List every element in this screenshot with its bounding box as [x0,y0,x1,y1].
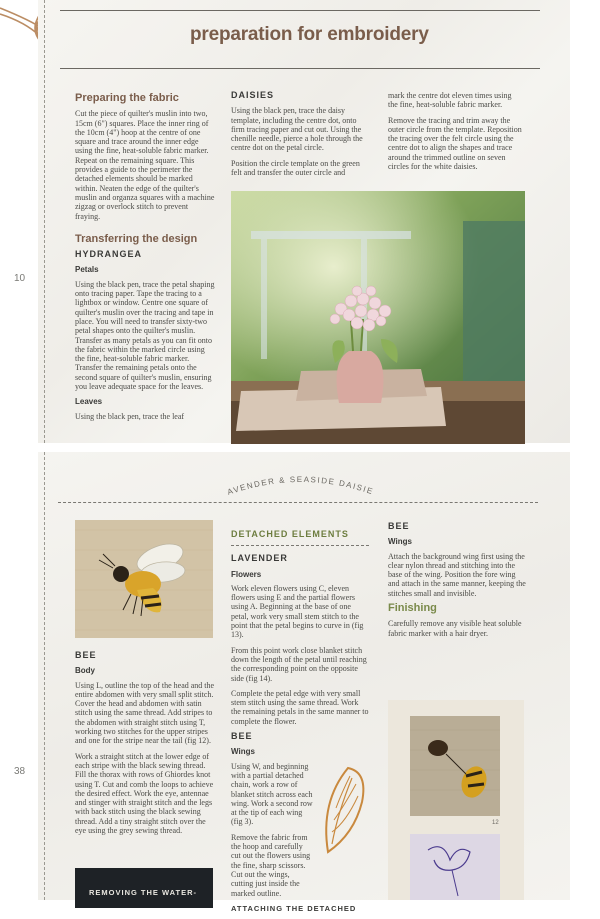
heading-attaching: ATTACHING THE DETACHED [231,903,357,913]
lavender-text-3: Complete the petal edge with very small stem stitch using the same thread. Work the remaining petals in the same manner to complete the flower. [231,688,369,726]
column-bee-wings [388,522,526,644]
column-detached [231,530,369,919]
section-title-text: AVENDER & SEASIDE DAISIE [226,474,375,496]
preparing-fabric-text: Cut the piece of quilter's muslin into two, 15cm (6") squares. Place the inner ring of the 10cm (4") hoop at the centre of one square and trace around the inner edge using the fine, heat-soluble fabric marker. Repeat on the remaining square. This provides a guide to the perimeter the detached elements should be marked within. Neaten the edge of the quilter's muslin and organza squares with a machine zigzag or overlock stitch to prevent fraying. [75,109,215,221]
title-rule [60,68,540,69]
label-body: Body [75,666,95,676]
detached-rule [231,545,369,546]
heading-bee-wings: BEE [388,521,410,531]
label-leaves: Leaves [75,397,103,407]
bee-embroidery-photo [75,520,213,638]
petals-text: Using the black pen, trace the petal shaping onto tracing paper. Tape the tracing to a lightbox or window. Centre one square of quilter's muslin over the tracing and tape in place. You will need to transfer sixty-two petal shapes onto the quilter's muslin. Transfer as many petals as you can fit onto the fabric within the marked circle using the fine, heat-soluble fabric marker. Transfer the remaining petals onto the second square of quilter's muslin, ensuring you leave adequate space for the leaves. [75,279,215,392]
wings-detached-text-2: Remove the fabric from the hoop and carefully cut out the flowers using the fine, sharp scissors. Cut out the wings, cutting just inside the marked outline. [231,832,311,898]
bee-body-text-1: Using L, outline the top of the head and the entire abdomen with very small split stitch. Cover the head and abdomen with satin stitch using the same thread. Add stripes to the abdomen with straight stitch using T, working two stitches for the upper stripes and one for the stripe near the tail (fig 12). [75,680,215,746]
heading-hydrangea: HYDRANGEA [75,249,143,260]
label-petals: Petals [75,265,99,275]
daisies-text-2: Position the circle template on the green felt and transfer the outer circle and [231,158,360,178]
svg-text:LAVENDER & SEASIDE DAISIES [226,466,375,496]
removing-water-heading: REMOVING THE WATER- [89,888,198,897]
page-title: preparation for embroidery [190,24,429,45]
section-title [226,466,376,496]
wings-detached-text-1: Using W, and beginning with a partial detached chain, work a row of blanket stitch across each wing. Work a second row at the tip of each wing (fig 3). [231,761,313,827]
column-daisies [231,91,371,183]
daisies-text-1: Using the black pen, trace the daisy template, including the centre dot, onto firm tracing paper and cut out. Using the chenille needle, pierce a hole through the centre dot on the petal circle. [231,106,363,153]
template-text-2: Remove the tracing and trim away the outer circle from the template. Reposition the tracing over the felt circle using the centre dot to align the shapes and trace around the trimmed outline on seven circles for the white daisies. [388,115,522,172]
heading-bee: BEE [75,650,97,660]
label-flowers: Flowers [231,569,262,579]
column-bee-body [75,651,215,841]
lavender-text-1: Work eleven flowers using C, eleven flowers using E and the partial flowers using A. Beginning at the base of one petal, work very small stem stitch to the point that the petal begins to curve in (fig 13). [231,583,364,640]
lavender-text-2: From this point work close blanket stitch down the length of the petal until reaching the corresponding point on the opposite side (fig 14). [231,645,367,683]
hydrangea-photo [231,191,525,444]
heading-bee-detached: BEE [231,731,253,742]
section-rule [58,502,538,503]
heading-detached-elements: DETACHED ELEMENTS [231,529,349,539]
finishing-text: Carefully remove any visible heat soluble fabric marker with a hair dryer. [388,619,522,638]
wing-illustration [318,762,370,858]
heading-finishing: Finishing [388,602,437,615]
page-number: 10 [14,273,26,284]
heading-preparing-fabric: Preparing the fabric [75,92,179,104]
heading-daisies: DAISIES [231,90,275,100]
process-photos [388,700,524,900]
wings-text: Attach the background wing first using the clear nylon thread and stitching into the base of the wing. Position the fore wing and attach in the same manner, keeping the stitches small and invisible. [388,551,526,598]
template-text-1: mark the centre dot eleven times using the fine, heat-soluble fabric marker. [388,91,512,110]
heading-lavender: LAVENDER [231,553,288,564]
top-rule [60,10,540,11]
column-preparing [75,94,215,427]
column-template [388,91,523,177]
page-number: 38 [14,766,26,777]
label-wings-detached: Wings [231,747,255,757]
removing-water-box [75,868,213,908]
heading-transferring: Transferring the design [75,232,198,245]
top-page-margin-line [44,0,45,443]
bee-body-text-2: Work a straight stitch at the lower edge of each stripe with the black sewing thread. Fill the thorax with rows of Ghiordes knot using T. Cut and comb the loops to achieve the desired effect. Work the eye, antennae and stinger with straight stitch and the legs with back stitch using the black sewing thread. Add a tiny straight stitch over the eye using the grey sewing thread. [75,751,214,836]
bottom-page-margin-line [44,452,45,900]
leaves-text: Using the black pen, trace the leaf [75,411,185,421]
figure-number: 12 [492,820,499,826]
label-wings: Wings [388,537,412,547]
